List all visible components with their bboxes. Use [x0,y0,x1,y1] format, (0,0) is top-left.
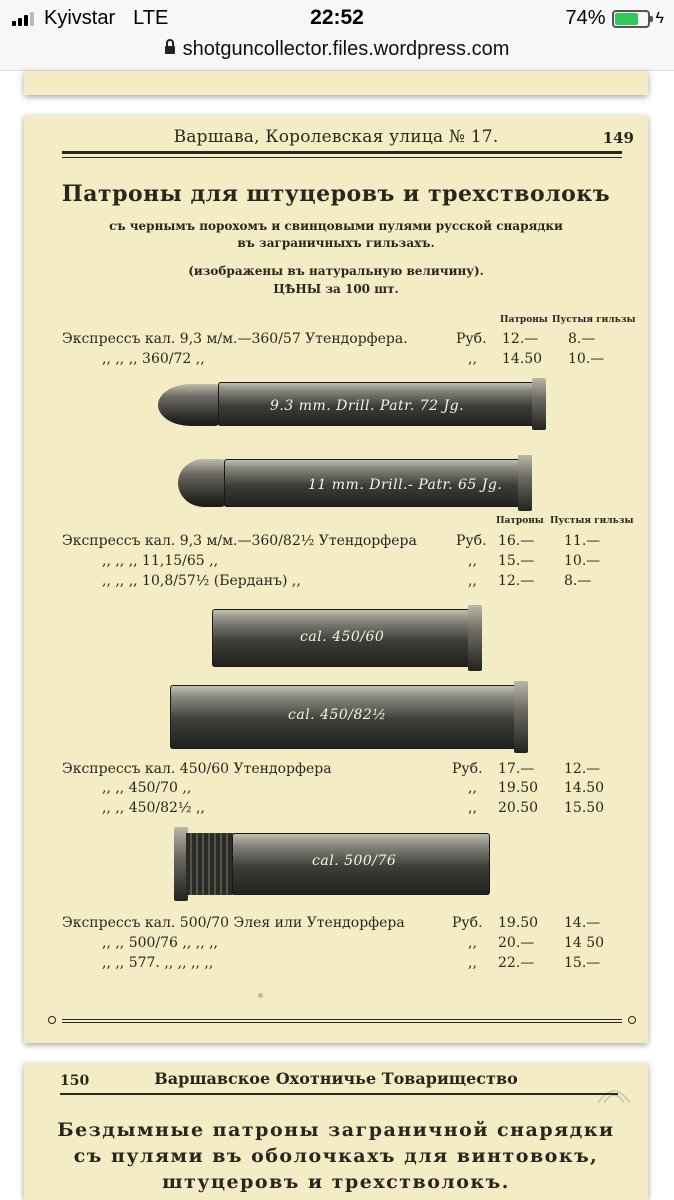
watermark-stamp-icon [594,1077,634,1107]
cartridge-label: cal. 450/60 [300,629,385,645]
catalog-page-150 [24,1063,648,1200]
price-row: Экспрессъ кал. 450/60 Утендорфера Руб. 17.— 12.— [62,761,601,777]
cartridge-label: cal. 500/76 [312,853,397,869]
battery-percent: 74% [565,7,606,29]
page-number: 150 [60,1073,90,1089]
subtitle-line-3: (изображены въ натуральную величину). [188,264,484,278]
carrier-name: Kyivstar [44,7,116,29]
column-header-empty: Пустыя гильзы [550,516,634,526]
column-header-loaded: Патроны [500,315,548,325]
clock: 22:52 [310,6,364,29]
price-row: ,, ,, 577. ,, ,, ,, ,, ,, 22.— 15.— [102,955,601,971]
cartridge-image [158,378,548,430]
price-row: ,, ,, 450/82½ ,, ,, 20.50 15.50 [102,800,605,816]
column-header-empty: Пустыя гильзы [552,315,636,325]
address-bar[interactable] [0,38,674,61]
price-row: Экспрессъ кал. 500/70 Элея или Утендорфера Руб. 19.50 14.— [62,915,601,931]
subtitle-line-2: въ заграничныхъ гильзахъ. [237,236,435,250]
column-header-loaded: Патроны [496,516,544,526]
section-title-line-3: штуцеровъ и трехстволокъ. [162,1171,510,1193]
paper-stain [258,993,263,998]
url-text[interactable]: shotguncollector.files.wordpress.com [182,38,510,60]
battery-level [615,13,638,25]
price-row: Экспрессъ кал. 9,3 м/м.—360/82½ Утендорфера Руб. 16.— 11.— [62,533,601,549]
price-row: ,, ,, ,, 11,15/65 ,, ,, 15.— 10.— [102,553,601,569]
section-title: Патроны для штуцеровъ и трехстволокъ [61,181,611,207]
section-title-line-1: Бездымные патроны заграничной снарядки [57,1119,615,1141]
status-bar [0,0,674,71]
price-row: ,, ,, 450/70 ,, ,, 19.50 14.50 [102,780,605,796]
network-type: LTE [133,7,169,29]
cartridge-label: 11 mm. Drill.- Patr. 65 Jg. [308,477,503,493]
document-viewer[interactable] [0,71,674,1200]
lock-icon [165,46,175,54]
page-header: Варшавское Охотничье Товарищество [154,1069,518,1088]
subtitle-line-4: ЦѢНЫ за 100 шт. [273,282,399,296]
price-row: ,, ,, 500/76 ,, ,, ,, ,, 20.— 14 50 [102,935,605,951]
cartridge-label: 9.3 mm. Drill. Patr. 72 Jg. [270,398,465,414]
footer-rule [62,1019,622,1023]
subtitle-line-1: съ чернымъ порохомъ и свинцовыми пулями русской снарядки [109,219,563,233]
charging-icon: ϟ [655,9,664,27]
battery-icon [612,10,650,28]
cartridge-image [174,827,494,901]
page-number: 149 [602,129,634,147]
price-row: ,, ,, ,, 10,8/57½ (Берданъ) ,, ,, 12.— 8.— [102,573,592,589]
header-rule [62,151,622,158]
previous-page-fragment [24,71,648,95]
cartridge-image [170,681,530,753]
section-title-line-2: съ пулями въ оболочкахъ для винтовокъ, [73,1145,599,1167]
price-row: ,, ,, ,, 360/72 ,, ,, 14.50 10.— [102,351,605,367]
cartridge-label: cal. 450/82½ [288,707,387,723]
page-header: Варшава, Королевская улица № 17. [173,127,499,147]
cartridge-image [178,455,534,511]
catalog-page-149 [24,115,648,1043]
price-row: Экспрессъ кал. 9,3 м/м.—360/57 Утендорфера. Руб. 12.— 8.— [62,331,596,347]
cartridge-image [212,605,484,671]
header-rule [60,1093,618,1095]
battery-info [566,7,665,30]
